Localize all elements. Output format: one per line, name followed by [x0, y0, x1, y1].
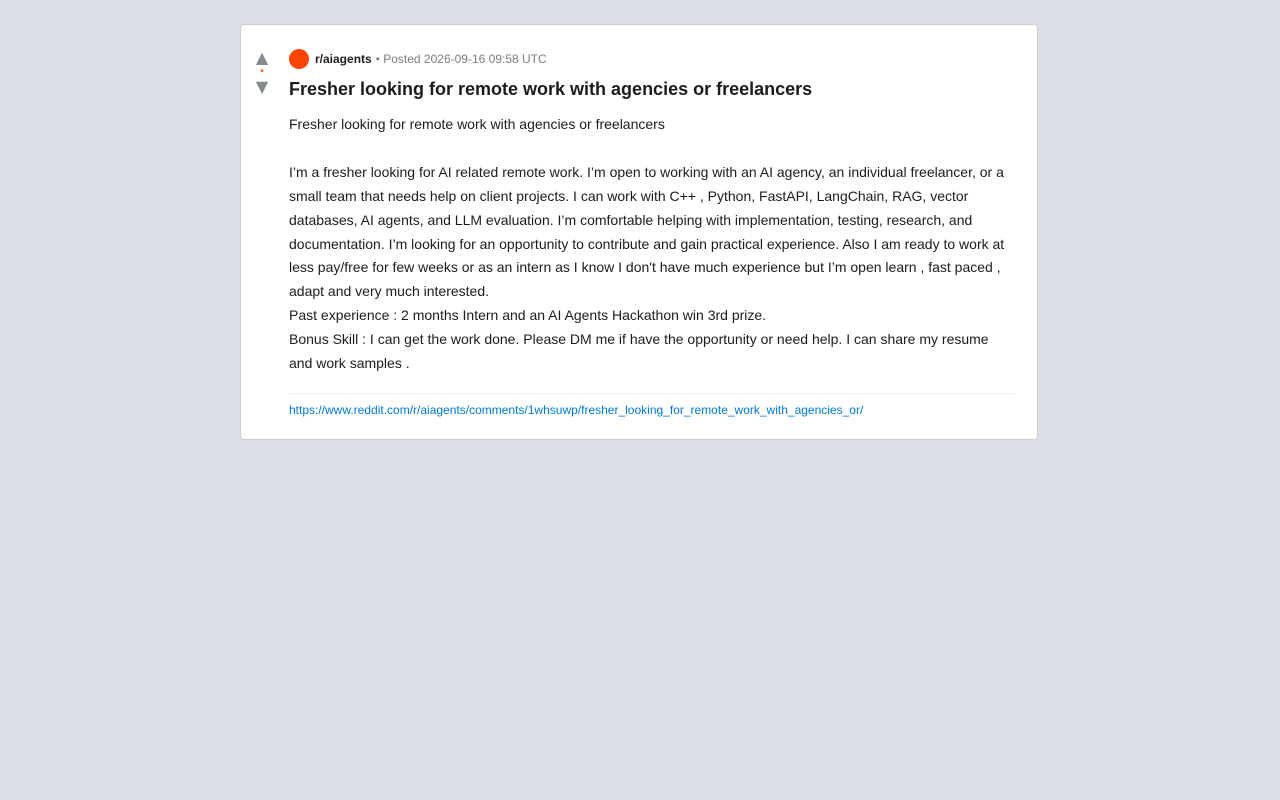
subreddit-name[interactable]: r/aiagents	[315, 52, 372, 66]
post-timestamp: • Posted 2026-09-16 09:58 UTC	[375, 52, 547, 66]
post-meta	[289, 49, 1015, 69]
body-experience: Past experience : 2 months Intern and an AI Agents Hackathon win 3rd prize.	[289, 307, 767, 324]
vote-column	[241, 49, 283, 96]
post-permalink[interactable]: https://www.reddit.com/r/aiagents/comments/1whsuwp/fresher_looking_for_remote_work_with_agencies_or/	[289, 402, 864, 417]
post-content	[289, 49, 1015, 419]
body-paragraph: I’m a fresher looking for AI related remote work. I’m open to working with an AI agency, an individual freelancer, or a small team that needs help on client projects. I can work with C++ , Python, FastAPI, LangChain, RAG, vector databases, AI agents, and LLM evaluation. I’m comfortable helping with implementation, testing, research, and documentation. I’m looking for an opportunity to contribute and gain practical experience. Also I am ready to work at less pay/free for few weeks or as an intern as I know I don't have much experience but I’m open learn , fast paced , adapt and very much interested.	[289, 163, 1005, 300]
post-card	[240, 24, 1038, 440]
subreddit-avatar-icon[interactable]	[289, 49, 309, 69]
post-title[interactable]: Fresher looking for remote work with agencies or freelancers	[289, 79, 813, 99]
divider	[289, 393, 1015, 394]
body-bonus: Bonus Skill : I can get the work done. Please DM me if have the opportunity or need help. I can share my resume and work samples .	[289, 331, 989, 372]
vote-score: •	[259, 67, 265, 77]
body-spacer	[289, 137, 1015, 161]
body-intro: Fresher looking for remote work with agencies or freelancers	[289, 116, 665, 132]
downvote-arrow-icon[interactable]: ▼	[255, 77, 269, 96]
upvote-arrow-icon[interactable]: ▲	[255, 48, 269, 67]
post-body	[289, 113, 1015, 376]
